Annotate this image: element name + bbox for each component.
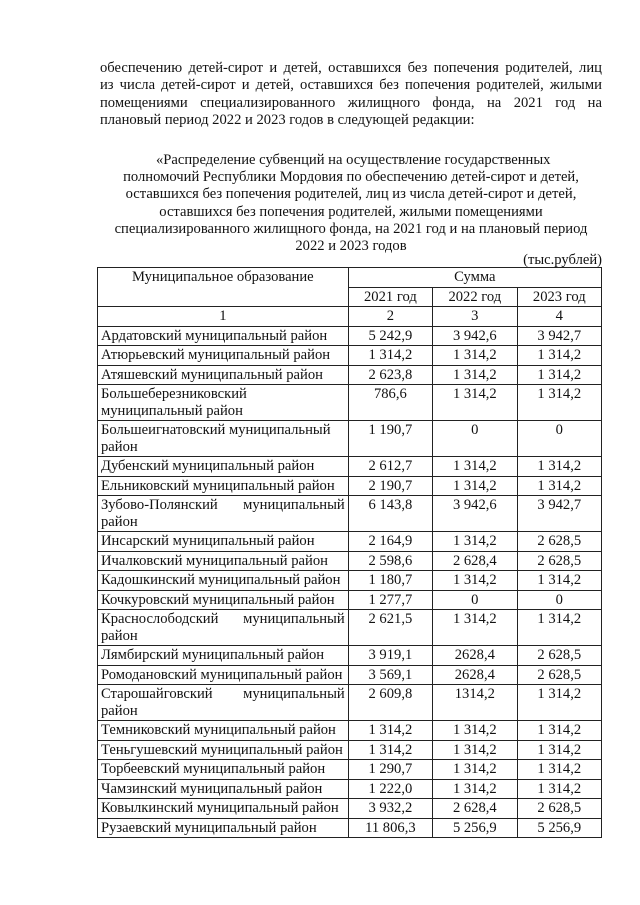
intro-line: плановый период 2022 и 2023 годов в следующей редакции: (100, 111, 475, 128)
table-row (98, 779, 602, 799)
value-2022: 1 314,2 (433, 532, 518, 552)
subvention-table (97, 267, 602, 838)
value-2022: 1 314,2 (433, 385, 518, 421)
column-number: 2 (348, 307, 432, 327)
intro-line: помещениями специализированного жилищного фонда, на 2021 год на (100, 94, 602, 111)
value-2022: 1 314,2 (433, 760, 518, 780)
value-2023: 0 (517, 421, 601, 457)
value-2021: 1 314,2 (348, 346, 432, 366)
heading-line: оставшихся без попечения родителей, лиц из числа детей-сирот и детей, (125, 186, 577, 203)
table-row (98, 571, 602, 591)
value-2023: 2 628,5 (517, 532, 601, 552)
table-body (98, 326, 602, 838)
municipality-name: Дубенский муниципальный район (98, 457, 349, 477)
value-2021: 6 143,8 (348, 496, 432, 532)
municipality-name: Большеигнатовский муниципальный район (98, 421, 349, 457)
value-2023: 1 314,2 (517, 346, 601, 366)
table-row (98, 590, 602, 610)
value-2022: 1 314,2 (433, 779, 518, 799)
value-2021: 5 242,9 (348, 326, 432, 346)
intro-paragraph (100, 60, 602, 129)
value-2021: 786,6 (348, 385, 432, 421)
value-2021: 1 180,7 (348, 571, 432, 591)
header-municipality: Муниципальное образование (98, 268, 349, 307)
value-2022: 1 314,2 (433, 365, 518, 385)
value-2021: 2 623,8 (348, 365, 432, 385)
table-row (98, 346, 602, 366)
municipality-name: Краснослободский муниципальный район (98, 610, 349, 646)
value-2022: 2628,4 (433, 646, 518, 666)
value-2021: 2 190,7 (348, 476, 432, 496)
table-row (98, 721, 602, 741)
value-2022: 3 942,6 (433, 496, 518, 532)
value-2022: 0 (433, 421, 518, 457)
table-row (98, 760, 602, 780)
value-2023: 1 314,2 (517, 760, 601, 780)
header-year-2023: 2023 год (517, 287, 601, 307)
municipality-name: Теньгушевский муниципальный район (98, 740, 349, 760)
municipality-name: Атюрьевский муниципальный район (98, 346, 349, 366)
value-2023: 1 314,2 (517, 476, 601, 496)
municipality-name: Ардатовский муниципальный район (98, 326, 349, 346)
table-row (98, 799, 602, 819)
units-label: (тыс.рублей) (523, 252, 602, 268)
municipality-name: Старошайговский муниципальный район (98, 685, 349, 721)
municipality-name: Атяшевский муниципальный район (98, 365, 349, 385)
heading-line: «Распределение субвенций на осуществление государственных (156, 152, 551, 168)
municipality-name: Темниковский муниципальный район (98, 721, 349, 741)
municipality-name: Кадошкинский муниципальный район (98, 571, 349, 591)
value-2022: 1 314,2 (433, 476, 518, 496)
municipality-name: Ковылкинский муниципальный район (98, 799, 349, 819)
value-2022: 1 314,2 (433, 571, 518, 591)
municipality-name: Лямбирский муниципальный район (98, 646, 349, 666)
value-2022: 1 314,2 (433, 346, 518, 366)
column-number: 1 (98, 307, 349, 327)
value-2021: 2 621,5 (348, 610, 432, 646)
table-row (98, 646, 602, 666)
value-2023: 2 628,5 (517, 665, 601, 685)
value-2023: 1 314,2 (517, 571, 601, 591)
intro-line: обеспечению детей-сирот и детей, оставшихся без попечения родителей, лиц (100, 60, 602, 76)
heading-line: специализированного жилищного фонда, на 2021 год и на плановый период (114, 220, 588, 237)
municipality-name: Ичалковский муниципальный район (98, 551, 349, 571)
table-row (98, 421, 602, 457)
value-2023: 5 256,9 (517, 818, 601, 838)
column-number: 4 (517, 307, 601, 327)
header-sum: Сумма (348, 268, 601, 288)
value-2023: 2 628,5 (517, 646, 601, 666)
column-number: 3 (433, 307, 518, 327)
value-2022: 2 628,4 (433, 551, 518, 571)
table-row (98, 457, 602, 477)
value-2021: 1 314,2 (348, 721, 432, 741)
table-row (98, 740, 602, 760)
value-2023: 1 314,2 (517, 457, 601, 477)
municipality-name: Инсарский муниципальный район (98, 532, 349, 552)
value-2023: 1 314,2 (517, 385, 601, 421)
value-2022: 1314,2 (433, 685, 518, 721)
value-2021: 1 290,7 (348, 760, 432, 780)
value-2023: 1 314,2 (517, 610, 601, 646)
value-2023: 3 942,7 (517, 496, 601, 532)
table-row (98, 326, 602, 346)
table-row (98, 532, 602, 552)
value-2022: 2 628,4 (433, 799, 518, 819)
value-2022: 1 314,2 (433, 457, 518, 477)
table-row (98, 685, 602, 721)
value-2022: 2628,4 (433, 665, 518, 685)
value-2021: 2 598,6 (348, 551, 432, 571)
header-year-2021: 2021 год (348, 287, 432, 307)
value-2023: 3 942,7 (517, 326, 601, 346)
value-2022: 3 942,6 (433, 326, 518, 346)
heading-line: оставшихся без попечения родителей, жилыми помещениями (159, 203, 543, 220)
heading-line: полномочий Республики Мордовия по обеспечению детей-сирот и детей, (123, 169, 579, 186)
table-row (98, 476, 602, 496)
value-2023: 0 (517, 590, 601, 610)
municipality-name: Большеберезниковский муниципальный район (98, 385, 349, 421)
value-2023: 1 314,2 (517, 721, 601, 741)
value-2023: 1 314,2 (517, 685, 601, 721)
value-2022: 5 256,9 (433, 818, 518, 838)
municipality-name: Рузаевский муниципальный район (98, 818, 349, 838)
value-2023: 1 314,2 (517, 740, 601, 760)
value-2022: 1 314,2 (433, 721, 518, 741)
table-row (98, 385, 602, 421)
municipality-name: Ромодановский муниципальный район (98, 665, 349, 685)
value-2021: 1 277,7 (348, 590, 432, 610)
table-row (98, 610, 602, 646)
table-row (98, 551, 602, 571)
value-2023: 2 628,5 (517, 799, 601, 819)
value-2022: 1 314,2 (433, 610, 518, 646)
table-row (98, 365, 602, 385)
value-2021: 3 932,2 (348, 799, 432, 819)
heading-line: 2022 и 2023 годов (295, 238, 407, 255)
value-2022: 1 314,2 (433, 740, 518, 760)
value-2021: 2 609,8 (348, 685, 432, 721)
table-row (98, 818, 602, 838)
value-2021: 2 612,7 (348, 457, 432, 477)
header-year-2022: 2022 год (433, 287, 518, 307)
value-2022: 0 (433, 590, 518, 610)
intro-line: из числа детей-сирот и детей, оставшихся без попечения родителей, жилыми (100, 77, 602, 94)
municipality-name: Зубово-Полянский муниципальный район (98, 496, 349, 532)
municipality-name: Ельниковский муниципальный район (98, 476, 349, 496)
municipality-name: Чамзинский муниципальный район (98, 779, 349, 799)
value-2021: 1 314,2 (348, 740, 432, 760)
value-2023: 1 314,2 (517, 365, 601, 385)
value-2021: 3 919,1 (348, 646, 432, 666)
municipality-name: Кочкуровский муниципальный район (98, 590, 349, 610)
value-2023: 1 314,2 (517, 779, 601, 799)
table-row (98, 496, 602, 532)
value-2023: 2 628,5 (517, 551, 601, 571)
value-2021: 11 806,3 (348, 818, 432, 838)
municipality-name: Торбеевский муниципальный район (98, 760, 349, 780)
table-row (98, 665, 602, 685)
value-2021: 3 569,1 (348, 665, 432, 685)
table-heading (96, 152, 606, 255)
value-2021: 2 164,9 (348, 532, 432, 552)
value-2021: 1 190,7 (348, 421, 432, 457)
value-2021: 1 222,0 (348, 779, 432, 799)
